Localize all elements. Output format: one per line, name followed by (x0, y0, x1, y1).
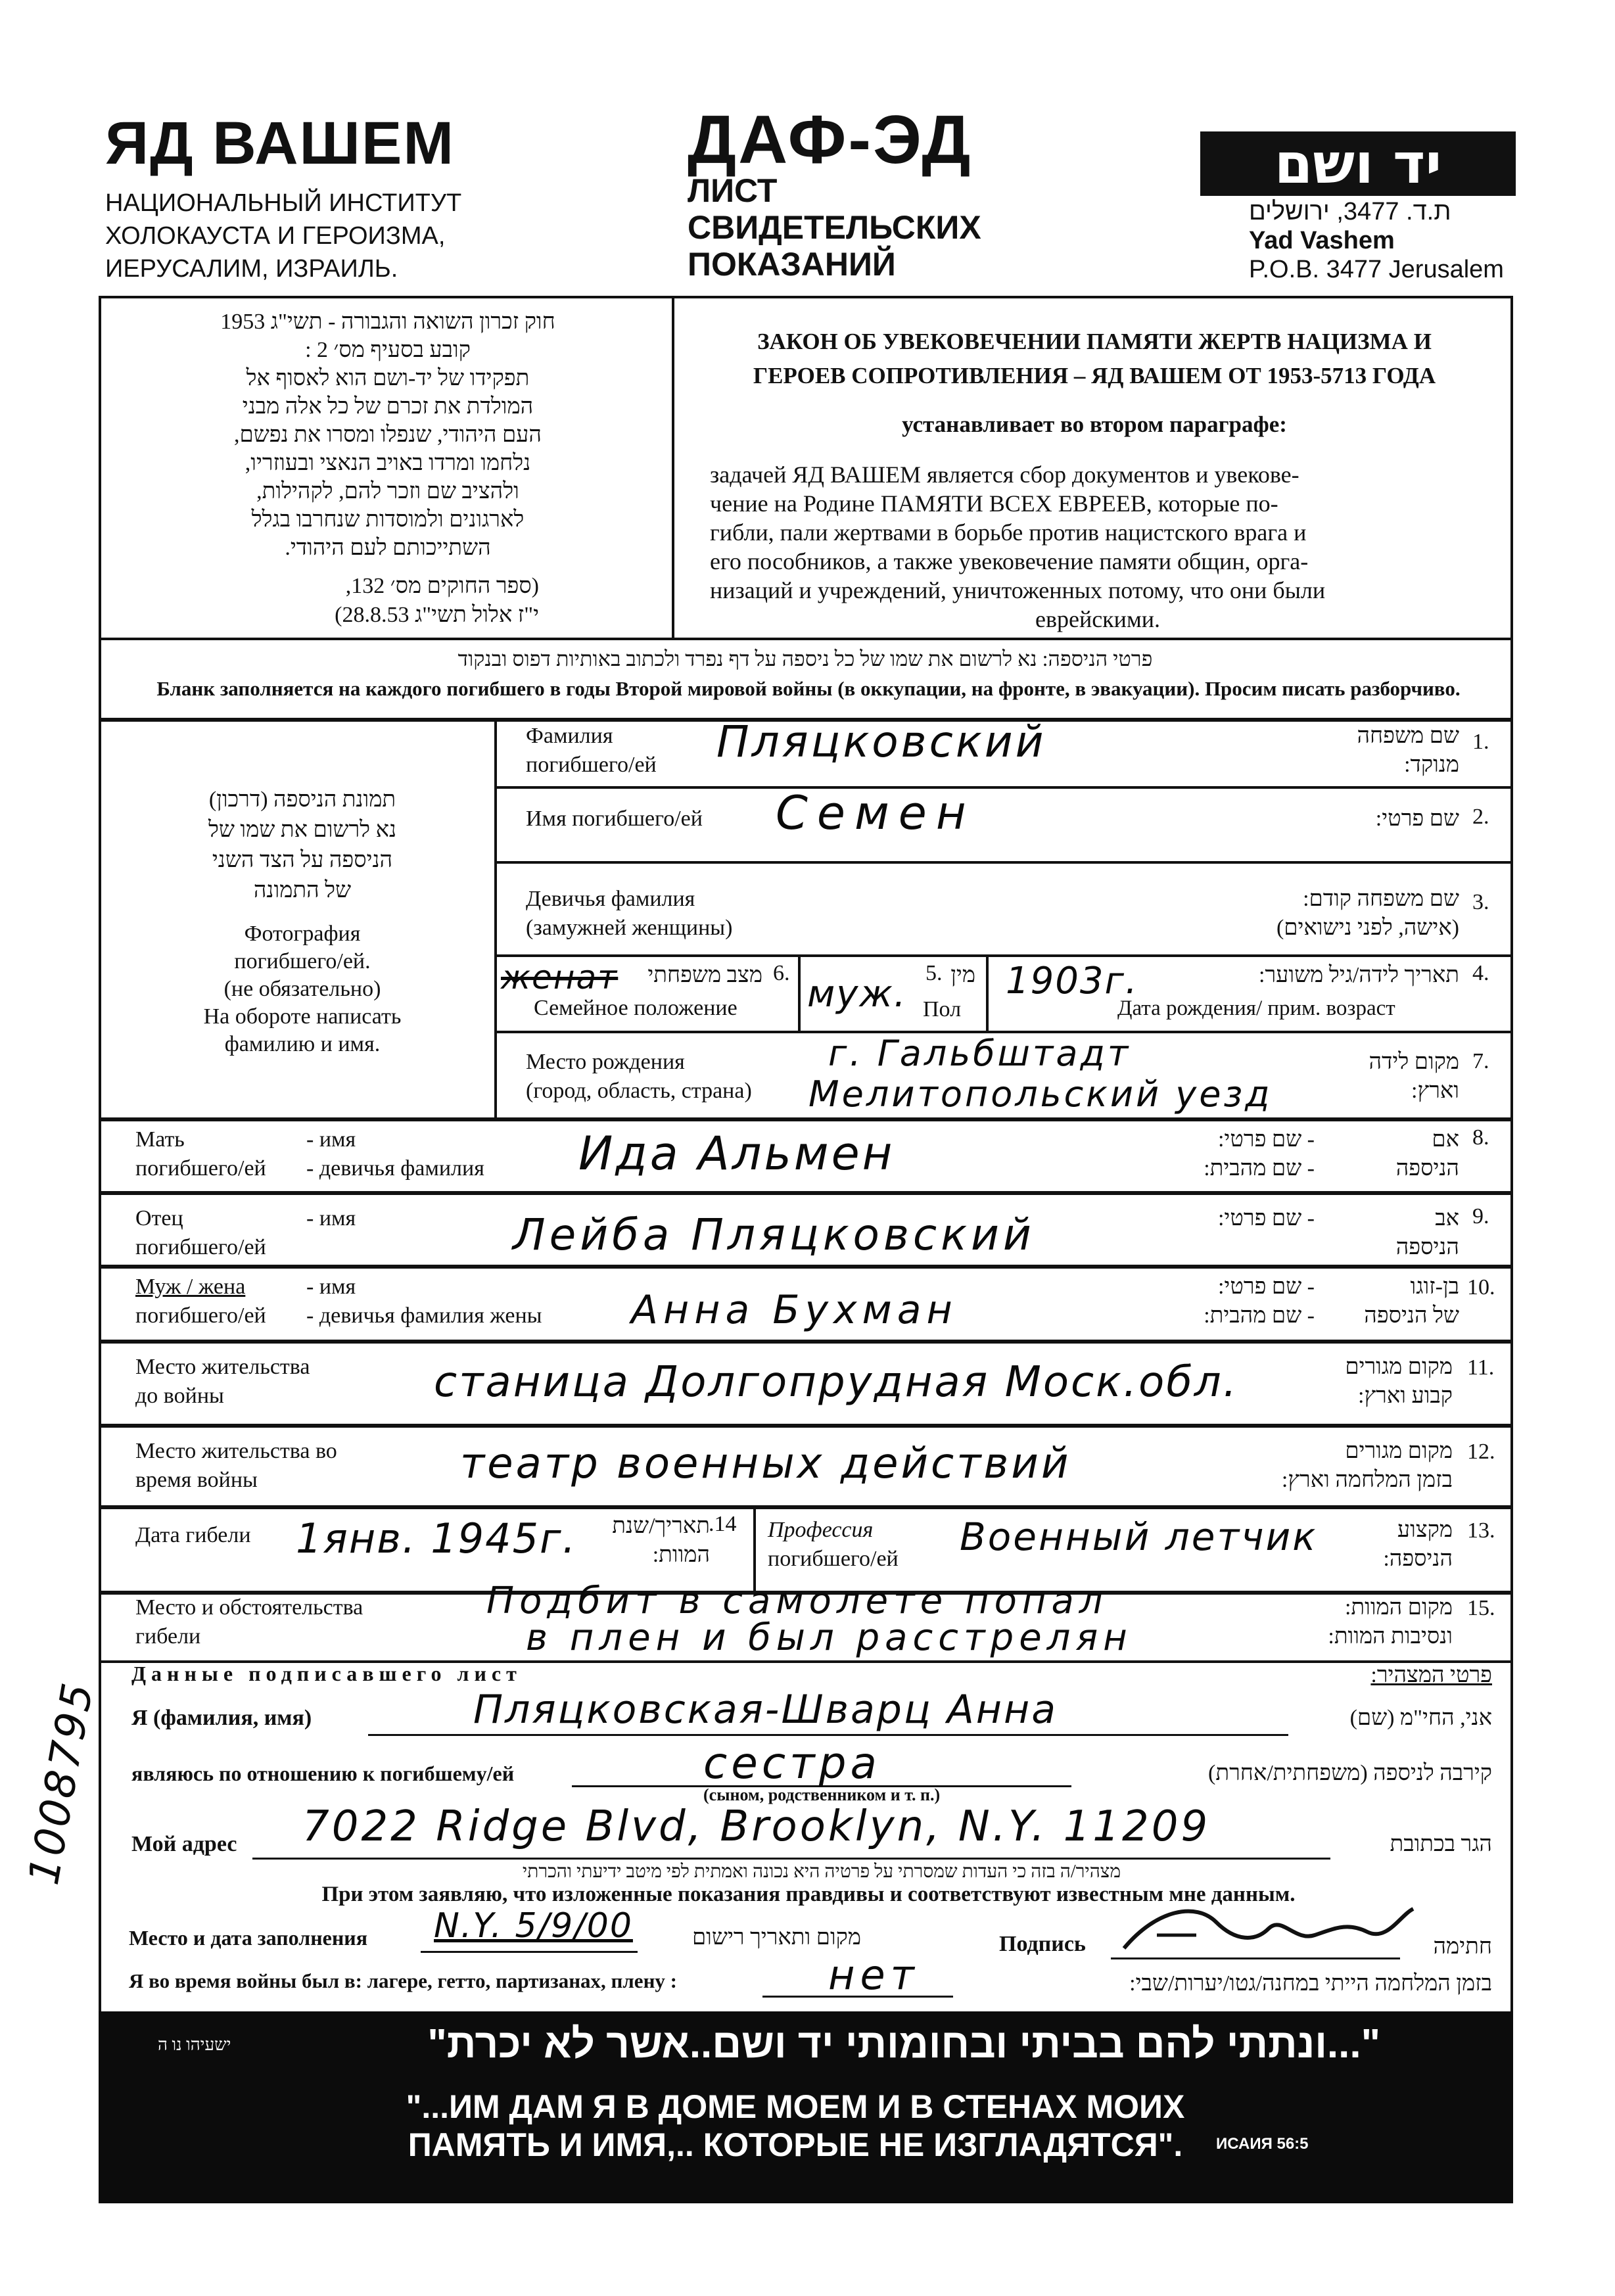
label-line: - имя (306, 1275, 356, 1299)
field10-number: 10. (1467, 1275, 1495, 1300)
field6-label-ru: Семейное положение (534, 996, 737, 1020)
field1-number: 1. (1472, 730, 1489, 754)
label-line: המוות: (652, 1543, 710, 1567)
label-line: Отец (135, 1206, 183, 1230)
field3-label-ru (526, 885, 732, 943)
field9-number: 9. (1472, 1204, 1489, 1229)
label-line: הניספה: (1383, 1547, 1453, 1571)
place-date-label-ru: Место и дата заполнения (129, 1926, 368, 1950)
field4-birthdate-value[interactable]: 1903г. (1006, 960, 1138, 1002)
photo-ru-line: На обороте написать (203, 1004, 402, 1029)
label-line: קבוע וארץ: (1358, 1384, 1453, 1408)
place-date-value[interactable]: N.Y. 5/9/00 (434, 1906, 633, 1946)
label-line: погибшего/ей (526, 753, 657, 777)
law-divider (672, 296, 674, 638)
logo-left-fragment: ЯД ВАШЕМ (105, 110, 455, 177)
law-he-line: נלחמו ומרדו באויב הנאצי ובעוזריו, (245, 451, 531, 475)
instructions-hebrew: פרטי הניספה: נא לרשום את שמו של כל ניספה על דף נפרד ולכתוב באותיות דפוס ובנקוד (457, 647, 1153, 670)
photo-hebrew (131, 785, 473, 906)
field12-label-he (1209, 1437, 1453, 1495)
label-line: - שם מהבית: (1204, 1156, 1315, 1181)
label-line: מקום המוות: (1344, 1595, 1453, 1620)
photo-ru-line: фамилию и имя. (224, 1032, 381, 1056)
label-line: - девичья фамилия (306, 1156, 484, 1181)
label-line: Девичья фамилия (526, 887, 695, 911)
law-he-line: המולדת את זכרם של כל אלה מבני (242, 394, 534, 419)
law-ru-title-line: ГЕРОЕВ СОПРОТИВЛЕНИЯ – ЯД ВАШЕМ ОТ 1953-5713 ГОДА (753, 363, 1436, 388)
label-line: погибшего/ей (135, 1303, 266, 1328)
camp-value[interactable]: нет (828, 1951, 920, 1999)
relation-hint: (сыном, родственником и т. п.) (703, 1785, 941, 1804)
footer-russian-quote (302, 2088, 1288, 2164)
org-name-ru (105, 187, 461, 285)
row4-divider-a (798, 957, 801, 1032)
label-line: מקצוע (1397, 1518, 1453, 1542)
label-line: מקום מגורים (1345, 1355, 1453, 1379)
field5-number: 5. (925, 961, 943, 985)
label-line: הניספה (1395, 1156, 1459, 1181)
label-line: - שם פרטי: (1217, 1275, 1315, 1299)
footer-hebrew-ref: ישעיהו נו ה (158, 2035, 231, 2054)
label-line: Фамилия (526, 724, 613, 748)
field14-label-ru: Дата гибели (135, 1523, 251, 1547)
law-russian-title (684, 325, 1505, 393)
label-line: מנוקד: (1404, 753, 1459, 777)
field14-label-he (539, 1512, 710, 1570)
field4-number: 4. (1472, 961, 1489, 985)
field11-label-ru (135, 1353, 310, 1411)
law-ru-line: низаций и учреждений, уничтоженных потому, что они были (710, 577, 1326, 603)
field13-label-ru (768, 1516, 899, 1574)
footer-hebrew-quote: "...ונתתי להם בביתי ובחומותי יד ושם..אשר לא יכרת" (427, 2021, 1380, 2067)
declaration-hebrew: מצהיר/ה בזה כי העדות שמסרתי על פרטיה היא נכונה ואמתית לפי מיטב ידיעתי והכרתי (522, 1862, 1121, 1882)
photo-he-line: נא לרשום את שמו של (208, 818, 397, 842)
field13-label-he (1341, 1516, 1453, 1574)
field10-sublabel-he (1117, 1273, 1315, 1330)
law-he-line: העם היהודי, שנפלו ומסרו את נפשם, (234, 423, 542, 447)
law-hebrew-ref (118, 572, 539, 630)
value-line: Мелитопольский уезд (808, 1073, 1273, 1115)
value-line: в плен и был расстрелян (526, 1616, 1133, 1659)
law-russian-body (710, 460, 1486, 634)
field11-number: 11. (1467, 1355, 1495, 1380)
field3-label-he (1117, 885, 1459, 943)
label-line: Место и обстоятельства (135, 1595, 363, 1620)
label-line: гибели (135, 1624, 201, 1649)
law-ru-line: еврейскими. (1035, 606, 1160, 632)
value-line: г. Гальбштадт (828, 1033, 1131, 1074)
field14-death-date-value[interactable]: 1янв. 1945г. (296, 1514, 577, 1562)
signer-name-label-ru: Я (фамилия, имя) (131, 1706, 312, 1730)
field15-death-circumstances-value[interactable] (486, 1580, 1133, 1659)
label-line: до войны (135, 1384, 224, 1408)
field8-sublabel-ru (306, 1125, 484, 1183)
field9-label-he (1334, 1204, 1459, 1262)
org-line: ХОЛОКАУСТА И ГЕРОИЗМА, (105, 222, 446, 250)
signer-name-line (368, 1734, 1288, 1736)
camp-label-he: בזמן המלחמה הייתי במחנה/גטו/יערות/שבי: (1129, 1971, 1492, 1996)
law-hebrew (118, 308, 657, 562)
law-ref-line: י"ז אלול תשי"ג 28.8.53) (335, 603, 539, 627)
field5-label-he: מין (950, 963, 975, 987)
field10-spouse-value[interactable]: Анна Бухман (631, 1287, 958, 1333)
label-line: Муж / жена (135, 1275, 246, 1299)
signer-name-label-he: אני, החי"מ (שם) (1349, 1706, 1492, 1730)
label-line: - имя (306, 1127, 356, 1152)
relation-value[interactable]: сестра (703, 1738, 881, 1789)
field11-label-he (1275, 1353, 1453, 1411)
instructions-russian: Бланк заполняется на каждого погибшего в годы Второй мировой войны (в оккупации, на фронте, в эвакуации). Просим писать разборчиво. (156, 677, 1461, 700)
law-he-line: השתייכותם לעם היהודי. (285, 536, 491, 560)
label-line: погибшего/ей (135, 1156, 266, 1181)
signer-title-ru: Данные подписавшего лист (131, 1662, 522, 1685)
law-ru-title-line: ЗАКОН ОБ УВЕКОВЕЧЕНИИ ПАМЯТИ ЖЕРТВ НАЦИЗМА И (757, 329, 1432, 354)
label-line: Место рождения (526, 1050, 685, 1074)
label-line: שם משפחה קודם: (1303, 887, 1459, 911)
label-line: (замужней женщины) (526, 916, 733, 940)
field5-label-ru: Пол (923, 997, 962, 1021)
field9-sublabel-ru: - имя (306, 1206, 356, 1230)
field1-label-he (1249, 722, 1459, 780)
value-line: Подбит в самолете попал (486, 1580, 1108, 1622)
rule-row8 (99, 1191, 1513, 1195)
field14-number: .14 (709, 1512, 737, 1536)
field3-number: 3. (1472, 890, 1489, 914)
field12-label-ru (135, 1437, 337, 1495)
field5-sex-value[interactable]: муж. (807, 973, 907, 1016)
rule-row5 (99, 1117, 1513, 1121)
title-line: СВИДЕТЕЛЬСКИХ (688, 209, 981, 246)
label-line: (אישה, לפני נישואים) (1276, 916, 1459, 940)
org-line: ИЕРУСАЛИМ, ИЗРАИЛЬ. (105, 255, 398, 283)
address-line-he: ת.ד. 3477, ירושלים (1249, 198, 1451, 225)
signer-name-value[interactable]: Пляцковская-Шварц Анна (473, 1687, 1058, 1733)
label-line: בן-זוגו (1410, 1275, 1459, 1299)
form-title-fragment: ДАФ-ЭД (688, 102, 973, 178)
address-value[interactable]: 7022 Ridge Blvd, Brooklyn, N.Y. 11209 (302, 1802, 1211, 1851)
signature-label-ru: Подпись (999, 1932, 1086, 1956)
label-line: של הניספה (1364, 1303, 1459, 1328)
photo-ru-line: погибшего/ей. (234, 949, 371, 973)
field9-label-ru (135, 1204, 266, 1262)
field6-label-he: מצב משפחתי (647, 963, 762, 987)
field9-sublabel-he: - שם פרטי: (1217, 1206, 1315, 1230)
rule-row11 (99, 1424, 1513, 1428)
field12-number: 12. (1467, 1440, 1495, 1464)
label-line: ונסיבות המוות: (1328, 1624, 1453, 1649)
rule-row10 (99, 1340, 1513, 1344)
field12-wartime-residence-value[interactable]: театр военных действий (460, 1440, 1071, 1488)
field10-sublabel-ru (306, 1273, 542, 1330)
field10-label-ru (135, 1273, 266, 1330)
declaration-russian: При этом заявляю, что изложенные показания правдивы и соответствуют известным мне данным. (321, 1883, 1296, 1906)
law-he-line: ולהציב שם וזכר להם, לקהילות, (256, 479, 519, 504)
field4-label-ru: Дата рождения/ прим. возраст (1117, 996, 1395, 1020)
rule-row3 (494, 954, 1513, 957)
field13-number: 13. (1467, 1518, 1495, 1543)
label-line: הניספה (1395, 1235, 1459, 1259)
law-ref-line: (ספר החוקים מס׳ 132, (345, 574, 539, 598)
row4-divider-b (986, 957, 989, 1032)
field2-label-ru: Имя погибшего/ей (526, 807, 703, 831)
field8-number: 8. (1472, 1125, 1489, 1150)
field8-label-he (1334, 1125, 1459, 1183)
field15-label-he (1275, 1593, 1453, 1651)
field1-surname-value[interactable]: Пляцковский (716, 716, 1046, 767)
field13-profession-value[interactable]: Военный летчик (960, 1514, 1318, 1559)
address-label-ru: Мой адрес (131, 1832, 237, 1856)
field8-mother-value[interactable]: Ида Альмен (578, 1127, 895, 1181)
photo-he-line: של התמונה (253, 878, 352, 902)
field15-number: 15. (1467, 1596, 1495, 1620)
photo-ru-line: Фотография (244, 922, 361, 946)
field1-label-ru (526, 722, 657, 780)
field2-number: 2. (1472, 805, 1489, 829)
field2-firstname-value[interactable]: Семен (776, 786, 975, 840)
rule-row9 (99, 1265, 1513, 1269)
place-date-label-he: מקום ותאריך רישום (691, 1925, 861, 1950)
law-ru-line: гибли, пали жертвами в борьбе против нацистского врага и (710, 519, 1307, 546)
signer-title-he: פרטי המצהיר: (1370, 1663, 1492, 1687)
label-line: וארץ: (1411, 1079, 1459, 1103)
label-line: погибшего/ей (768, 1547, 899, 1571)
label-line: מקום מגורים (1345, 1439, 1453, 1463)
label-line: אם (1432, 1127, 1459, 1152)
signature-label-he: חתימה (1433, 1934, 1492, 1959)
law-ru-line: чение на Родине ПАМЯТИ ВСЕХ ЕВРЕЕВ, которые по- (710, 490, 1278, 517)
photo-he-line: תמונת הניספה (דרכון) (208, 787, 396, 812)
law-ru-line: его пособников, а также увековечение памяти общин, орга- (710, 548, 1309, 574)
label-line: - שם פרטי: (1217, 1127, 1315, 1152)
signature-mark[interactable] (1117, 1896, 1420, 1961)
label-line: שם משפחה (1357, 724, 1459, 748)
label-line: (город, область, страна) (526, 1079, 752, 1103)
label-line: время войны (135, 1468, 258, 1492)
field15-label-ru (135, 1593, 363, 1651)
row13-divider (753, 1507, 756, 1591)
rule-row12 (99, 1505, 1513, 1509)
rule-row2 (494, 861, 1513, 864)
quote-line: ПАМЯТЬ И ИМЯ,.. КОТОРЫЕ НЕ ИЗГЛАДЯТСЯ". (408, 2126, 1183, 2163)
label-line: Профессия (768, 1518, 874, 1542)
quote-line: "...ИМ ДАМ Я В ДОМЕ МОЕМ И В СТЕНАХ МОИХ (406, 2088, 1185, 2125)
field7-label-ru (526, 1048, 752, 1106)
label-line: Место жительства во (135, 1439, 337, 1463)
law-russian-sub: устанавливает во втором параграфе: (902, 411, 1287, 437)
address-line (252, 1858, 1330, 1860)
field6-marital-value[interactable]: женат (501, 958, 619, 996)
label-line: תאריך/שנת (612, 1514, 710, 1538)
field8-sublabel-he (1117, 1125, 1315, 1183)
label-line: - девичья фамилия жены (306, 1303, 542, 1328)
photo-he-line: הניספה על הצד השני (212, 848, 393, 872)
law-he-line: תפקידו של יד-ושם הוא לאסוף אל (246, 366, 530, 390)
yad-vashem-logo: יד ושם (1200, 131, 1516, 196)
yad-vashem-address (1249, 197, 1512, 284)
field10-label-he (1315, 1273, 1459, 1330)
field9-father-value[interactable]: Лейба Пляцковский (513, 1209, 1035, 1260)
photo-ru-line: (не обязательно) (223, 977, 381, 1001)
address-line: P.O.B. 3477 Jerusalem (1249, 256, 1504, 283)
label-line: Мать (135, 1127, 185, 1152)
law-ru-line: задачей ЯД ВАШЕМ является сбор документов и увекове- (710, 461, 1299, 488)
field4-label-he: תאריך לידה/גיל משוער: (1259, 963, 1459, 987)
label-line: מקום לידה (1369, 1050, 1459, 1074)
rule-row1 (494, 786, 1513, 789)
photo-russian (131, 920, 473, 1058)
org-line: НАЦИОНАЛЬНЫЙ ИНСТИТУТ (105, 189, 462, 217)
field2-label-he: שם פרטי: (1375, 807, 1459, 831)
law-he-line: חוק זכרון השואה והגבורה - תשי"ג 1953 (220, 310, 555, 334)
field6-number: 6. (773, 961, 790, 985)
camp-label-ru: Я во время войны был в: лагере, гетто, партизанах, плену : (129, 1969, 678, 1992)
photo-divider (494, 719, 497, 1117)
label-line: בזמן המלחמה וארץ: (1281, 1468, 1453, 1492)
address-line: Yad Vashem (1249, 227, 1395, 254)
field7-number: 7. (1472, 1049, 1489, 1073)
address-label-he: הגר בכתובת (1390, 1832, 1492, 1856)
relation-label-he: קירבה לניספה (משפחתית/אחרת) (1208, 1761, 1492, 1785)
footer-russian-ref: ИСАИЯ 56:5 (1216, 2135, 1309, 2153)
label-line: אב (1435, 1206, 1459, 1230)
margin-note: 1008795 (20, 1677, 104, 1888)
place-date-line (421, 1951, 638, 1953)
title-line: ПОКАЗАНИЙ (688, 246, 896, 283)
title-line: ЛИСТ (688, 172, 778, 209)
field11-prewar-residence-value[interactable]: станица Долгопрудная Моск.обл. (434, 1358, 1239, 1407)
label-line: погибшего/ей (135, 1235, 266, 1259)
law-he-line: קובע בסעיף מס׳ 2 : (305, 338, 471, 362)
field7-birthplace-value[interactable] (808, 1033, 1273, 1115)
relation-label-ru: являюсь по отношению к погибшему/ей (131, 1762, 515, 1785)
label-line: Место жительства (135, 1355, 310, 1379)
field8-label-ru (135, 1125, 266, 1183)
form-title (688, 172, 981, 283)
law-he-line: לארגונים ולמוסדות שנחרבו בגלל (251, 507, 525, 532)
law-bottom-rule (99, 638, 1513, 640)
field7-label-he (1301, 1048, 1459, 1106)
label-line: - שם מהבית: (1204, 1303, 1315, 1328)
